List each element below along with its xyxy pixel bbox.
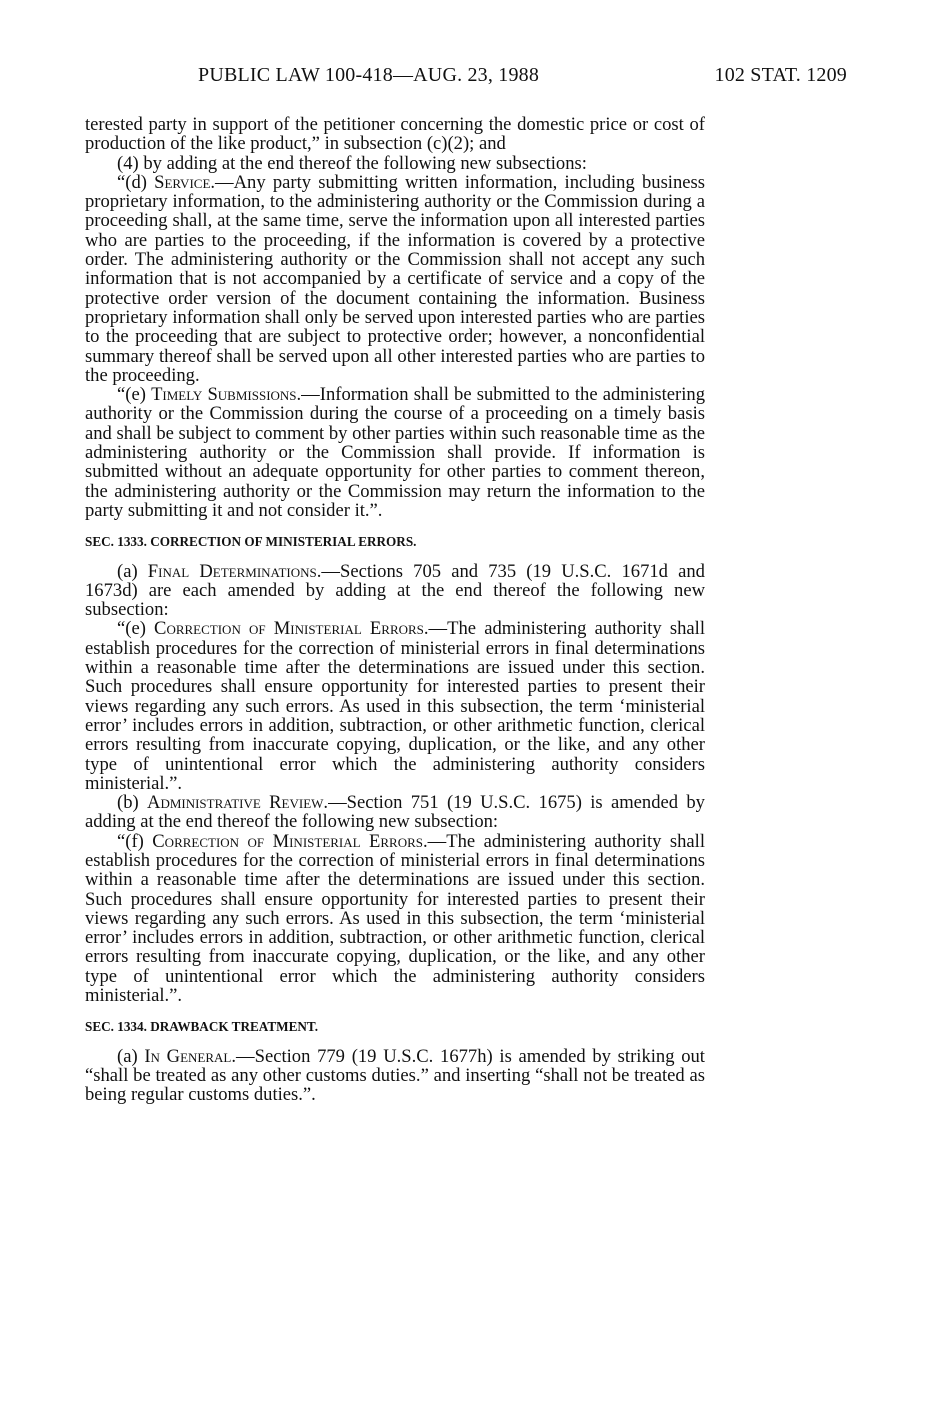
subsection-f-correction-ministerial-errors: “(f) Correction of Ministerial Errors.—The administering authority shall establish procedures for the correction of ministerial errors in final determinations within a reasonable time after the determinations are issued under this section. Such procedures shall ensure opportunity for interested parties to present their views regarding any such errors. As used in this subsection, the term ‘ministerial error’ includes errors in addition, subtraction, or other arithmetic function, clerical errors resulting from inaccurate copying, duplication, or the like, and any other type of unintentional error which the administering authority considers ministerial.”. xyxy=(85,830,705,1007)
running-header xyxy=(198,64,847,88)
document-body xyxy=(85,115,705,1105)
subsection-heading: Service xyxy=(154,171,211,193)
subsection-heading: Timely Submissions xyxy=(151,384,297,406)
subsection-heading: Administrative Review xyxy=(147,792,324,814)
subsection-b-administrative-review: (b) Administrative Review.—Section 751 (19 U.S.C. 1675) is amended by adding at the end thereof the following new subsection: xyxy=(85,792,705,833)
subsection-a-final-determinations: (a) Final Determinations.—Sections 705 and 735 (19 U.S.C. 1671d and 1673d) are each amended by adding at the end thereof the following new subsection: xyxy=(85,560,705,621)
section-heading-1333: SEC. 1333. CORRECTION OF MINISTERIAL ERRORS. xyxy=(85,534,417,550)
section-heading-1334: SEC. 1334. DRAWBACK TREATMENT. xyxy=(85,1019,319,1035)
paragraph-continuation: terested party in support of the petitioner concerning the domestic price or cost of production of the like product,” in subsection (c)(2); and xyxy=(85,114,705,155)
subsection-heading: In General xyxy=(144,1045,232,1067)
header-title: PUBLIC LAW 100-418—AUG. 23, 1988 xyxy=(198,64,540,86)
header-page-reference: 102 STAT. 1209 xyxy=(714,64,847,86)
subsection-heading: Correction of Ministerial Errors xyxy=(154,618,424,640)
subsection-a-in-general: (a) In General.—Section 779 (19 U.S.C. 1677h) is amended by striking out “shall be treated as any other customs duties.” and inserting “shall not be treated as being regular customs duties.”. xyxy=(85,1045,705,1106)
subsection-d-service: “(d) Service.—Any party submitting written information, including business proprietary information, to the administering authority or the Commission during a proceeding shall, at the same time, serve the information upon all interested parties who are parties to the proceeding, if the information is covered by a protective order. The administering authority or the Commission shall not accept any such information that is not accompanied by a certificate of service and a copy of the protective order version of the document containing the information. Business proprietary information shall only be served upon interested parties who are parties to the proceeding that are subject to protective order; however, a nonconfidential summary thereof shall be served upon all other interested parties who are parties to the proceeding. xyxy=(85,171,705,386)
subsection-e-correction-ministerial-errors: “(e) Correction of Ministerial Errors.—The administering authority shall establish procedures for the correction of ministerial errors in final determinations within a reasonable time after the determinations are issued under this section. Such procedures shall ensure opportunity for interested parties to present their views regarding any such errors. As used in this subsection, the term ‘ministerial error’ includes errors in addition, subtraction, or other arithmetic function, clerical errors resulting from inaccurate copying, duplication, or the like, and any other type of unintentional error which the administering authority considers ministerial.”. xyxy=(85,618,705,794)
subsection-e-timely-submissions: “(e) Timely Submissions.—Information shall be submitted to the administering authority or the Commission during the course of a proceeding on a timely basis and shall be subject to comment by other parties within such reasonable time as the administering authority or the Commission shall provide. If information is submitted without an adequate opportunity for other parties to comment thereon, the administering authority or the Commission may return the information to the party submitting it and not consider it.”. xyxy=(85,384,705,521)
subsection-heading: Final Determinations xyxy=(147,560,317,582)
paragraph-item-4: (4) by adding at the end thereof the following new subsections: xyxy=(117,152,587,174)
subsection-heading: Correction of Ministerial Errors xyxy=(152,830,424,852)
